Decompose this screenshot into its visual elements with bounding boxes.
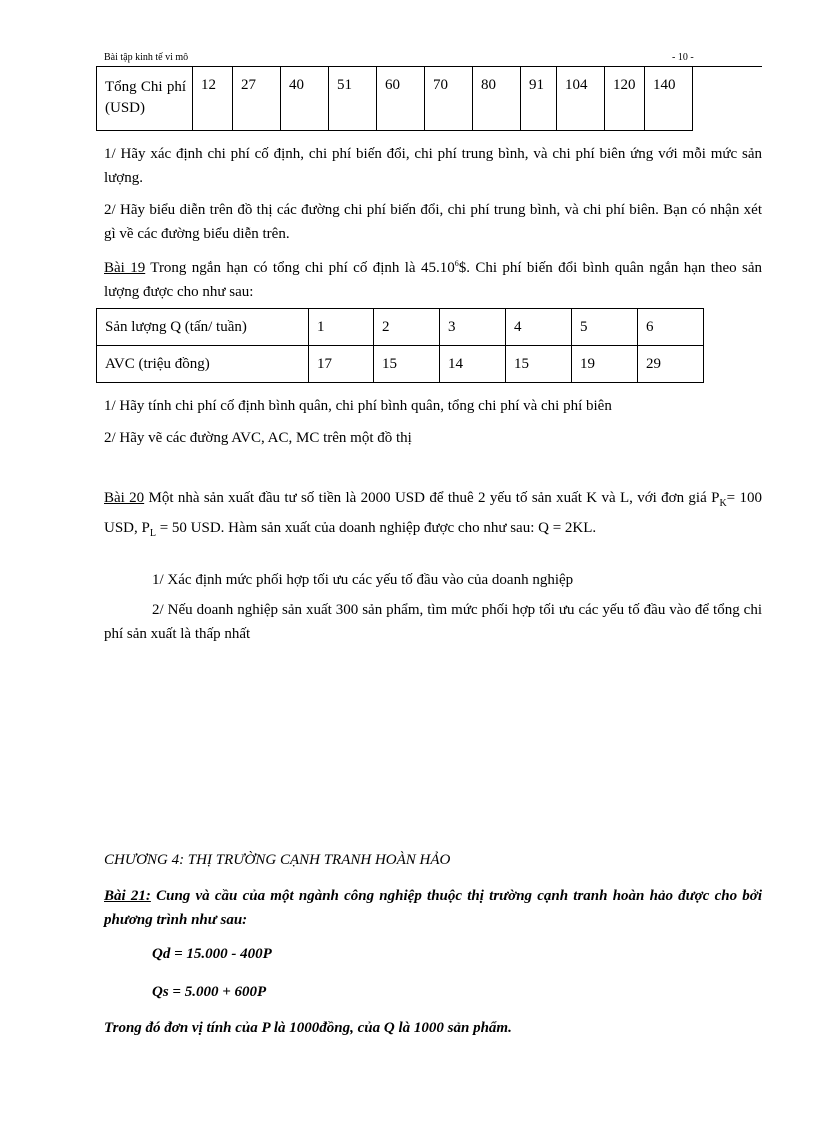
- table-cell: 80: [473, 67, 521, 131]
- ex21-title: Bài 21:: [104, 888, 151, 904]
- table-cell: 40: [281, 67, 329, 131]
- ex19-statement: [104, 252, 762, 304]
- ex19-text-a: Trong ngắn hạn có tổng chi phí cố định là 45.10: [145, 260, 455, 276]
- ex21-text: Cung và cầu của một ngành công nghiệp thuộc thị trường cạnh tranh hoàn hảo được cho bởi phương trình như sau:: [104, 888, 762, 928]
- table-cell: 2: [374, 309, 440, 346]
- ex21-statement: [104, 884, 762, 932]
- table-cell: 15: [506, 346, 572, 383]
- avc-table: [96, 308, 704, 383]
- table-cell: 4: [506, 309, 572, 346]
- ex20-title: Bài 20: [104, 490, 145, 506]
- ex21-unit-note: Trong đó đơn vị tính của P là 1000đồng, của Q là 1000 sản phẩm.: [104, 1020, 512, 1036]
- table-row-label: Sản lượng Q (tấn/ tuần): [97, 309, 309, 346]
- running-header: Bài tập kinh tế vi mô: [104, 52, 189, 63]
- table-row-label: AVC (triệu đồng): [97, 346, 309, 383]
- table-cell: 5: [572, 309, 638, 346]
- table-cell: 91: [521, 67, 557, 131]
- ex20-statement: [104, 486, 762, 546]
- table-cell: 1: [309, 309, 374, 346]
- table-cell: 15: [374, 346, 440, 383]
- ex20-text-c: = 50 USD. Hàm sản xuất của doanh nghiệp được cho như sau: Q = 2KL.: [155, 520, 597, 536]
- chapter-title: CHƯƠNG 4: THỊ TRƯỜNG CẠNH TRANH HOÀN HẢO: [104, 852, 451, 868]
- ex19-title: Bài 19: [104, 260, 146, 276]
- table-cell: 60: [377, 67, 425, 131]
- ex20-question-2: 2/ Nếu doanh nghiệp sản xuất 300 sản phẩm, tìm mức phối hợp tối ưu các yếu tố đầu vào để tổng chi phí sản xuất là thấp nhất: [104, 602, 762, 642]
- table-cell: 14: [440, 346, 506, 383]
- table-cell: 51: [329, 67, 377, 131]
- ex20-question-1: 1/ Xác định mức phối hợp tối ưu các yếu tố đầu vào của doanh nghiệp: [152, 572, 574, 588]
- ex20-text-b: = 100 USD, P: [104, 490, 762, 536]
- ex19-question-1: 1/ Hãy tính chi phí cố định bình quân, chi phí bình quân, tổng chi phí và chi phí biên: [104, 398, 612, 414]
- ex18-question-1: 1/ Hãy xác định chi phí cố định, chi phí biến đổi, chi phí trung bình, và chi phí biên ứng với mỗi mức sản lượng.: [104, 146, 762, 186]
- table-cell: 29: [638, 346, 704, 383]
- table-row: [97, 309, 704, 346]
- page-number: - 10 -: [672, 52, 694, 63]
- total-cost-table: [96, 66, 693, 131]
- ex19-text-b: $. Chi phí biến đổi bình quân ngắn hạn theo sản lượng được cho như sau:: [104, 260, 762, 300]
- table-cell: 12: [193, 67, 233, 131]
- table-cell: 3: [440, 309, 506, 346]
- demand-equation: Qd = 15.000 - 400P: [152, 946, 272, 962]
- table-cell: 104: [557, 67, 605, 131]
- ex18-question-2: 2/ Hãy biểu diễn trên đồ thị các đường chi phí biến đổi, chi phí trung bình, và chi phí biên. Bạn có nhận xét gì về các đường biểu diễn trên.: [104, 202, 762, 242]
- table-row-label: Tổng Chi phí (USD): [97, 67, 193, 131]
- supply-equation: Qs = 5.000 + 600P: [152, 984, 267, 1000]
- table-cell: 70: [425, 67, 473, 131]
- table-row: [97, 346, 704, 383]
- table-cell: 6: [638, 309, 704, 346]
- table-cell: 120: [605, 67, 645, 131]
- table-cell: 17: [309, 346, 374, 383]
- table-cell: 140: [645, 67, 693, 131]
- ex19-exponent: 6: [454, 259, 459, 268]
- ex20-text-a: Một nhà sản xuất đầu tư số tiền là 2000 USD để thuê 2 yếu tố sản xuất K và L, với đơn giá P: [144, 490, 720, 506]
- ex20-sub-k: K: [719, 498, 727, 509]
- ex20-sub-l: L: [149, 528, 156, 539]
- table-cell: 27: [233, 67, 281, 131]
- ex19-question-2: 2/ Hãy vẽ các đường AVC, AC, MC trên một đồ thị: [104, 430, 412, 446]
- table-cell: 19: [572, 346, 638, 383]
- table-row: [97, 67, 693, 131]
